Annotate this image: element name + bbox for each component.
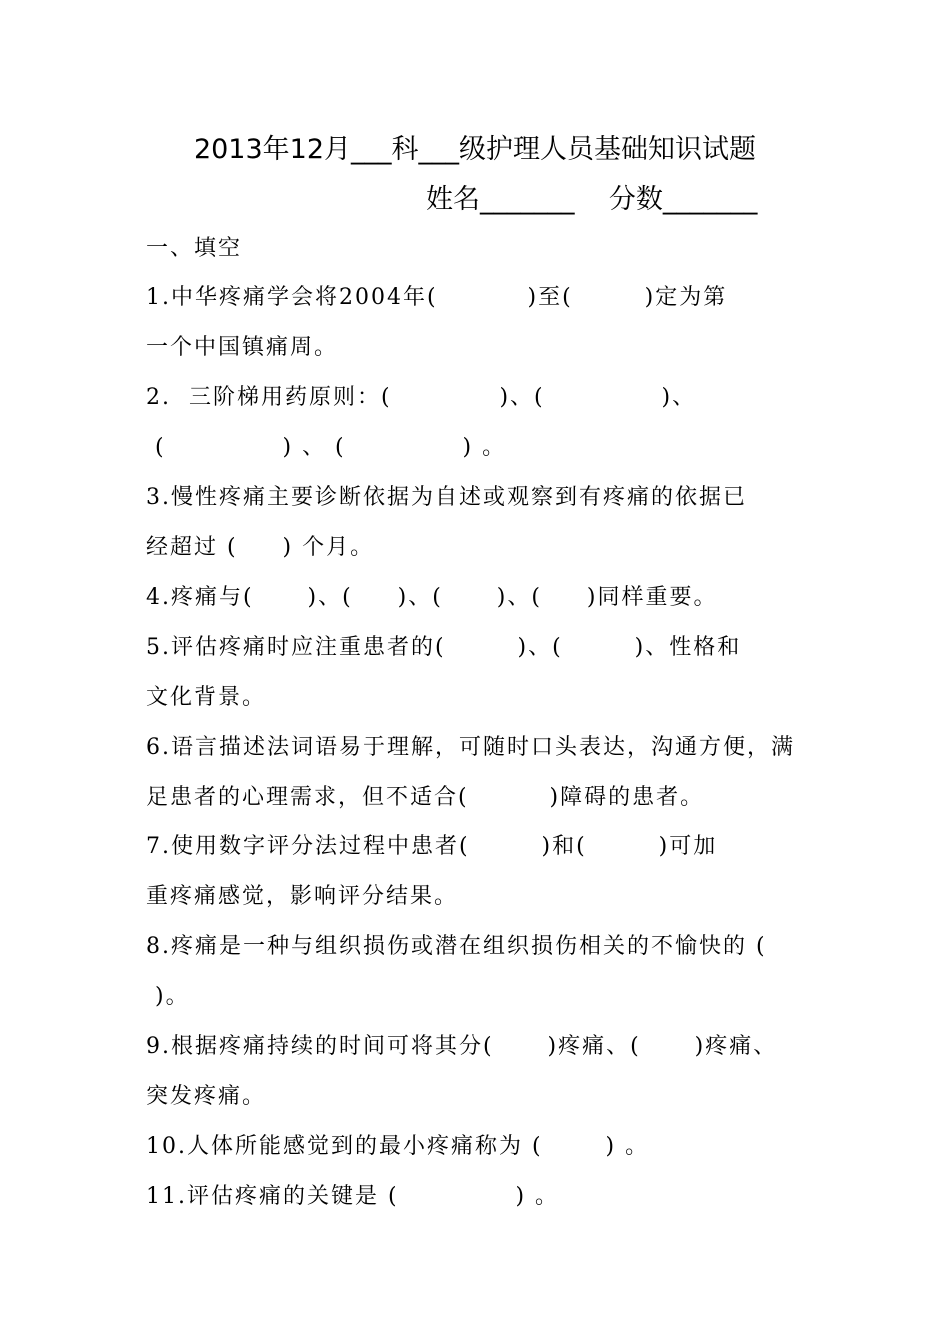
question-8-line-2: )。: [146, 984, 190, 1009]
question-9-line-1: 9.根据疼痛持续的时间可将其分( )疼痛、( )疼痛、: [146, 1034, 778, 1059]
question-2-line-2: ( ) 、 ( ) 。: [146, 435, 507, 460]
question-3-line-1: 3.慢性疼痛主要诊断依据为自述或观察到有疼痛的依据已: [146, 485, 747, 510]
name-score-line: 姓名_______ 分数_______: [426, 184, 758, 215]
question-4-line-1: 4.疼痛与( )、( )、( )、( )同样重要。: [146, 585, 718, 610]
question-11-line-1: 11.评估疼痛的关键是 ( ) 。: [146, 1184, 560, 1209]
question-5-line-1: 5.评估疼痛时应注重患者的( )、( )、性格和: [146, 635, 742, 660]
question-7-line-2: 重疼痛感觉，影响评分结果。: [146, 884, 459, 909]
question-6-line-1: 6.语言描述法词语易于理解，可随时口头表达，沟通方便，满: [146, 735, 795, 760]
question-3-line-2: 经超过 ( ) 个月。: [146, 535, 375, 560]
question-5-line-2: 文化背景。: [146, 685, 267, 710]
question-7-line-1: 7.使用数字评分法过程中患者( )和( )可加: [146, 834, 718, 859]
question-9-line-2: 突发疼痛。: [146, 1084, 267, 1109]
question-1-line-1: 1.中华疼痛学会将2004年( )至( )定为第: [146, 285, 728, 310]
question-10-line-1: 10.人体所能感觉到的最小疼痛称为 ( ) 。: [146, 1134, 650, 1159]
question-1-line-2: 一个中国镇痛周。: [146, 335, 339, 360]
question-8-line-1: 8.疼痛是一种与组织损伤或潜在组织损伤相关的不愉快的 (: [146, 934, 767, 959]
question-6-line-2: 足患者的心理需求，但不适合( )障碍的患者。: [146, 785, 705, 810]
page-title: 2013年12月___科___级护理人员基础知识试题: [193, 134, 757, 165]
question-2-line-1: 2. 三阶梯用药原则：( )、( )、: [146, 385, 697, 410]
section-heading: 一、填空: [146, 236, 243, 261]
